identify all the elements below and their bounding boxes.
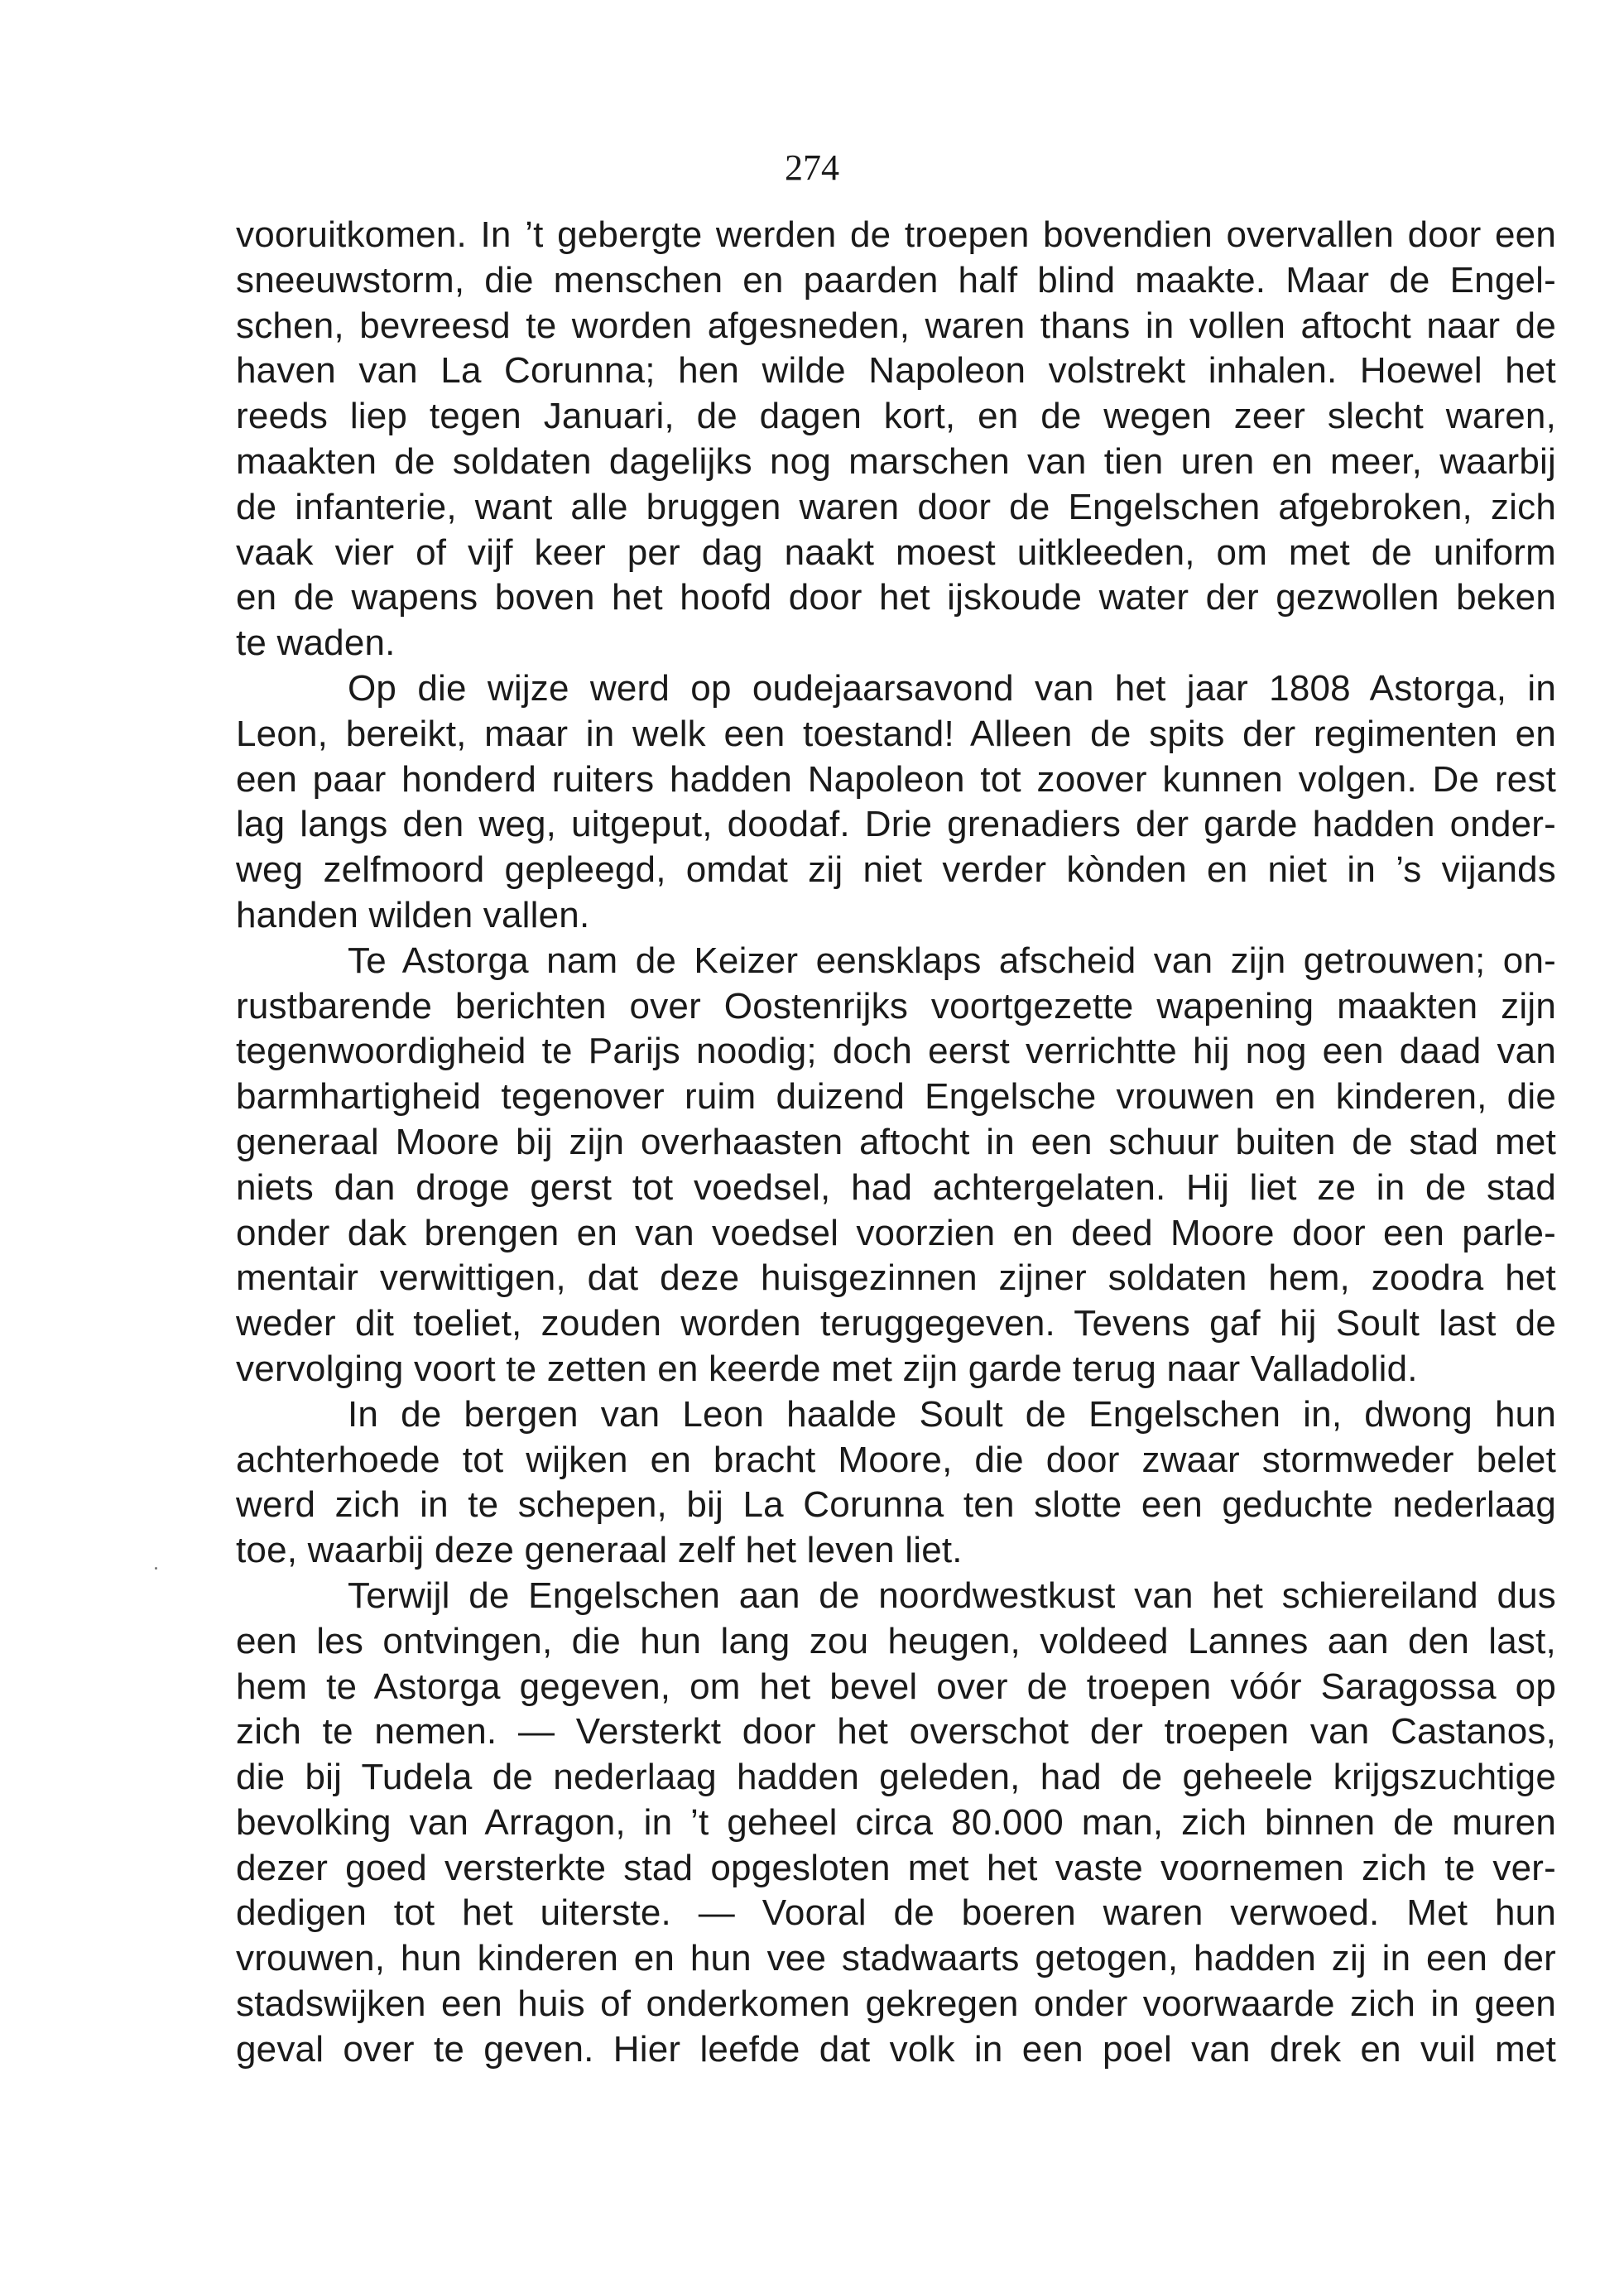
text-line: bevolking van Arragon, in ’t geheel circa 80.000 man, zich binnen de muren: [236, 1801, 1556, 1843]
text-line: die bij Tudela de nederlaag hadden geleden, had de geheele krijgszuchtige: [236, 1757, 1556, 1798]
text-line: een les ontvingen, die hun lang zou heugen, voldeed Lannes aan den last,: [236, 1620, 1556, 1661]
text-line: Terwijl de Engelschen aan de noordwestkust van het schiereiland dus: [348, 1575, 1556, 1616]
text-line: weder dit toeliet, zouden worden teruggegeven. Tevens gaf hij Soult last de: [236, 1303, 1556, 1344]
text-line: dedigen tot het uiterste. — Vooral de boeren waren verwoed. Met hun: [236, 1892, 1556, 1934]
text-line: Op die wijze werd op oudejaarsavond van het jaar 1808 Astorga, in: [348, 667, 1556, 709]
text-line: Te Astorga nam de Keizer eensklaps afscheid van zijn getrouwen; on-: [348, 940, 1556, 981]
text-line: te waden.: [236, 623, 396, 664]
text-line: hem te Astorga gegeven, om het bevel over de troepen vóór Saragossa op: [236, 1666, 1556, 1707]
text-line: dezer goed versterkte stad opgesloten met het vaste voornemen zich te ver-: [236, 1847, 1556, 1888]
text-line: vervolging voort te zetten en keerde met zijn garde terug naar Valladolid.: [236, 1348, 1418, 1389]
text-line: de infanterie, want alle bruggen waren door de Engelschen afgebroken, zich: [236, 486, 1556, 527]
text-line: niets dan droge gerst tot voedsel, had achtergelaten. Hij liet ze in de stad: [236, 1166, 1556, 1208]
text-line: vooruitkomen. In ’t gebergte werden de troepen bovendien overvallen door een: [236, 214, 1556, 255]
text-line: achterhoede tot wijken en bracht Moore, die door zwaar stormweder belet: [236, 1439, 1556, 1480]
text-line: onder dak brengen en van voedsel voorzien en deed Moore door een parle-: [236, 1212, 1556, 1253]
text-line: vaak vier of vijf keer per dag naakt moest uitkleeden, om met de uniform: [236, 531, 1556, 573]
page-number: 274: [785, 147, 839, 188]
text-line: barmhartigheid tegenover ruim duizend Engelsche vrouwen en kinderen, die: [236, 1076, 1556, 1118]
text-line: zich te nemen. — Versterkt door het overschot der troepen van Castanos,: [236, 1711, 1556, 1753]
text-line: mentair verwittigen, dat deze huisgezinnen zijner soldaten hem, zoodra het: [236, 1257, 1556, 1299]
scan-speck: [155, 1567, 157, 1570]
text-line: reeds liep tegen Januari, de dagen kort, en de wegen zeer slecht waren,: [236, 396, 1556, 437]
text-line: lag langs den weg, uitgeput, doodaf. Drie grenadiers der garde hadden onder-: [236, 804, 1556, 845]
text-line: generaal Moore bij zijn overhaasten aftocht in een schuur buiten de stad met: [236, 1121, 1556, 1162]
text-line: weg zelfmoord gepleegd, omdat zij niet verder kònden en niet in ’s vijands: [236, 849, 1556, 891]
text-line: en de wapens boven het hoofd door het ijskoude water der gezwollen beken: [236, 577, 1556, 618]
text-line: werd zich in te schepen, bij La Corunna ten slotte een geduchte nederlaag: [236, 1484, 1556, 1526]
text-line: schen, bevreesd te worden afgesneden, waren thans in vollen aftocht naar de: [236, 305, 1556, 346]
text-line: maakten de soldaten dagelijks nog marschen van tien uren en meer, waarbij: [236, 440, 1556, 482]
text-line: een paar honderd ruiters hadden Napoleon tot zoover kunnen volgen. De rest: [236, 758, 1556, 800]
text-line: handen wilden vallen.: [236, 894, 590, 935]
text-line: tegenwoordigheid te Parijs noodig; doch eerst verrichtte hij nog een daad van: [236, 1031, 1556, 1072]
text-line: rustbarende berichten over Oostenrijks voortgezette wapening maakten zijn: [236, 985, 1556, 1027]
text-line: toe, waarbij deze generaal zelf het leven liet.: [236, 1530, 963, 1571]
body-text: [236, 213, 1556, 2073]
text-line: sneeuwstorm, die menschen en paarden half blind maakte. Maar de Engel-: [236, 259, 1556, 301]
text-line: In de bergen van Leon haalde Soult de Engelschen in, dwong hun: [348, 1393, 1556, 1435]
text-line: stadswijken een huis of onderkomen gekregen onder voorwaarde zich in geen: [236, 1983, 1556, 2025]
text-line: Leon, bereikt, maar in welk een toestand! Alleen de spits der regimenten en: [236, 713, 1556, 754]
text-line: geval over te geven. Hier leefde dat volk in een poel van drek en vuil met: [236, 2028, 1556, 2070]
text-line: haven van La Corunna; hen wilde Napoleon volstrekt inhalen. Hoewel het: [236, 350, 1556, 392]
text-line: vrouwen, hun kinderen en hun vee stadwaarts getogen, hadden zij in een der: [236, 1938, 1556, 1979]
